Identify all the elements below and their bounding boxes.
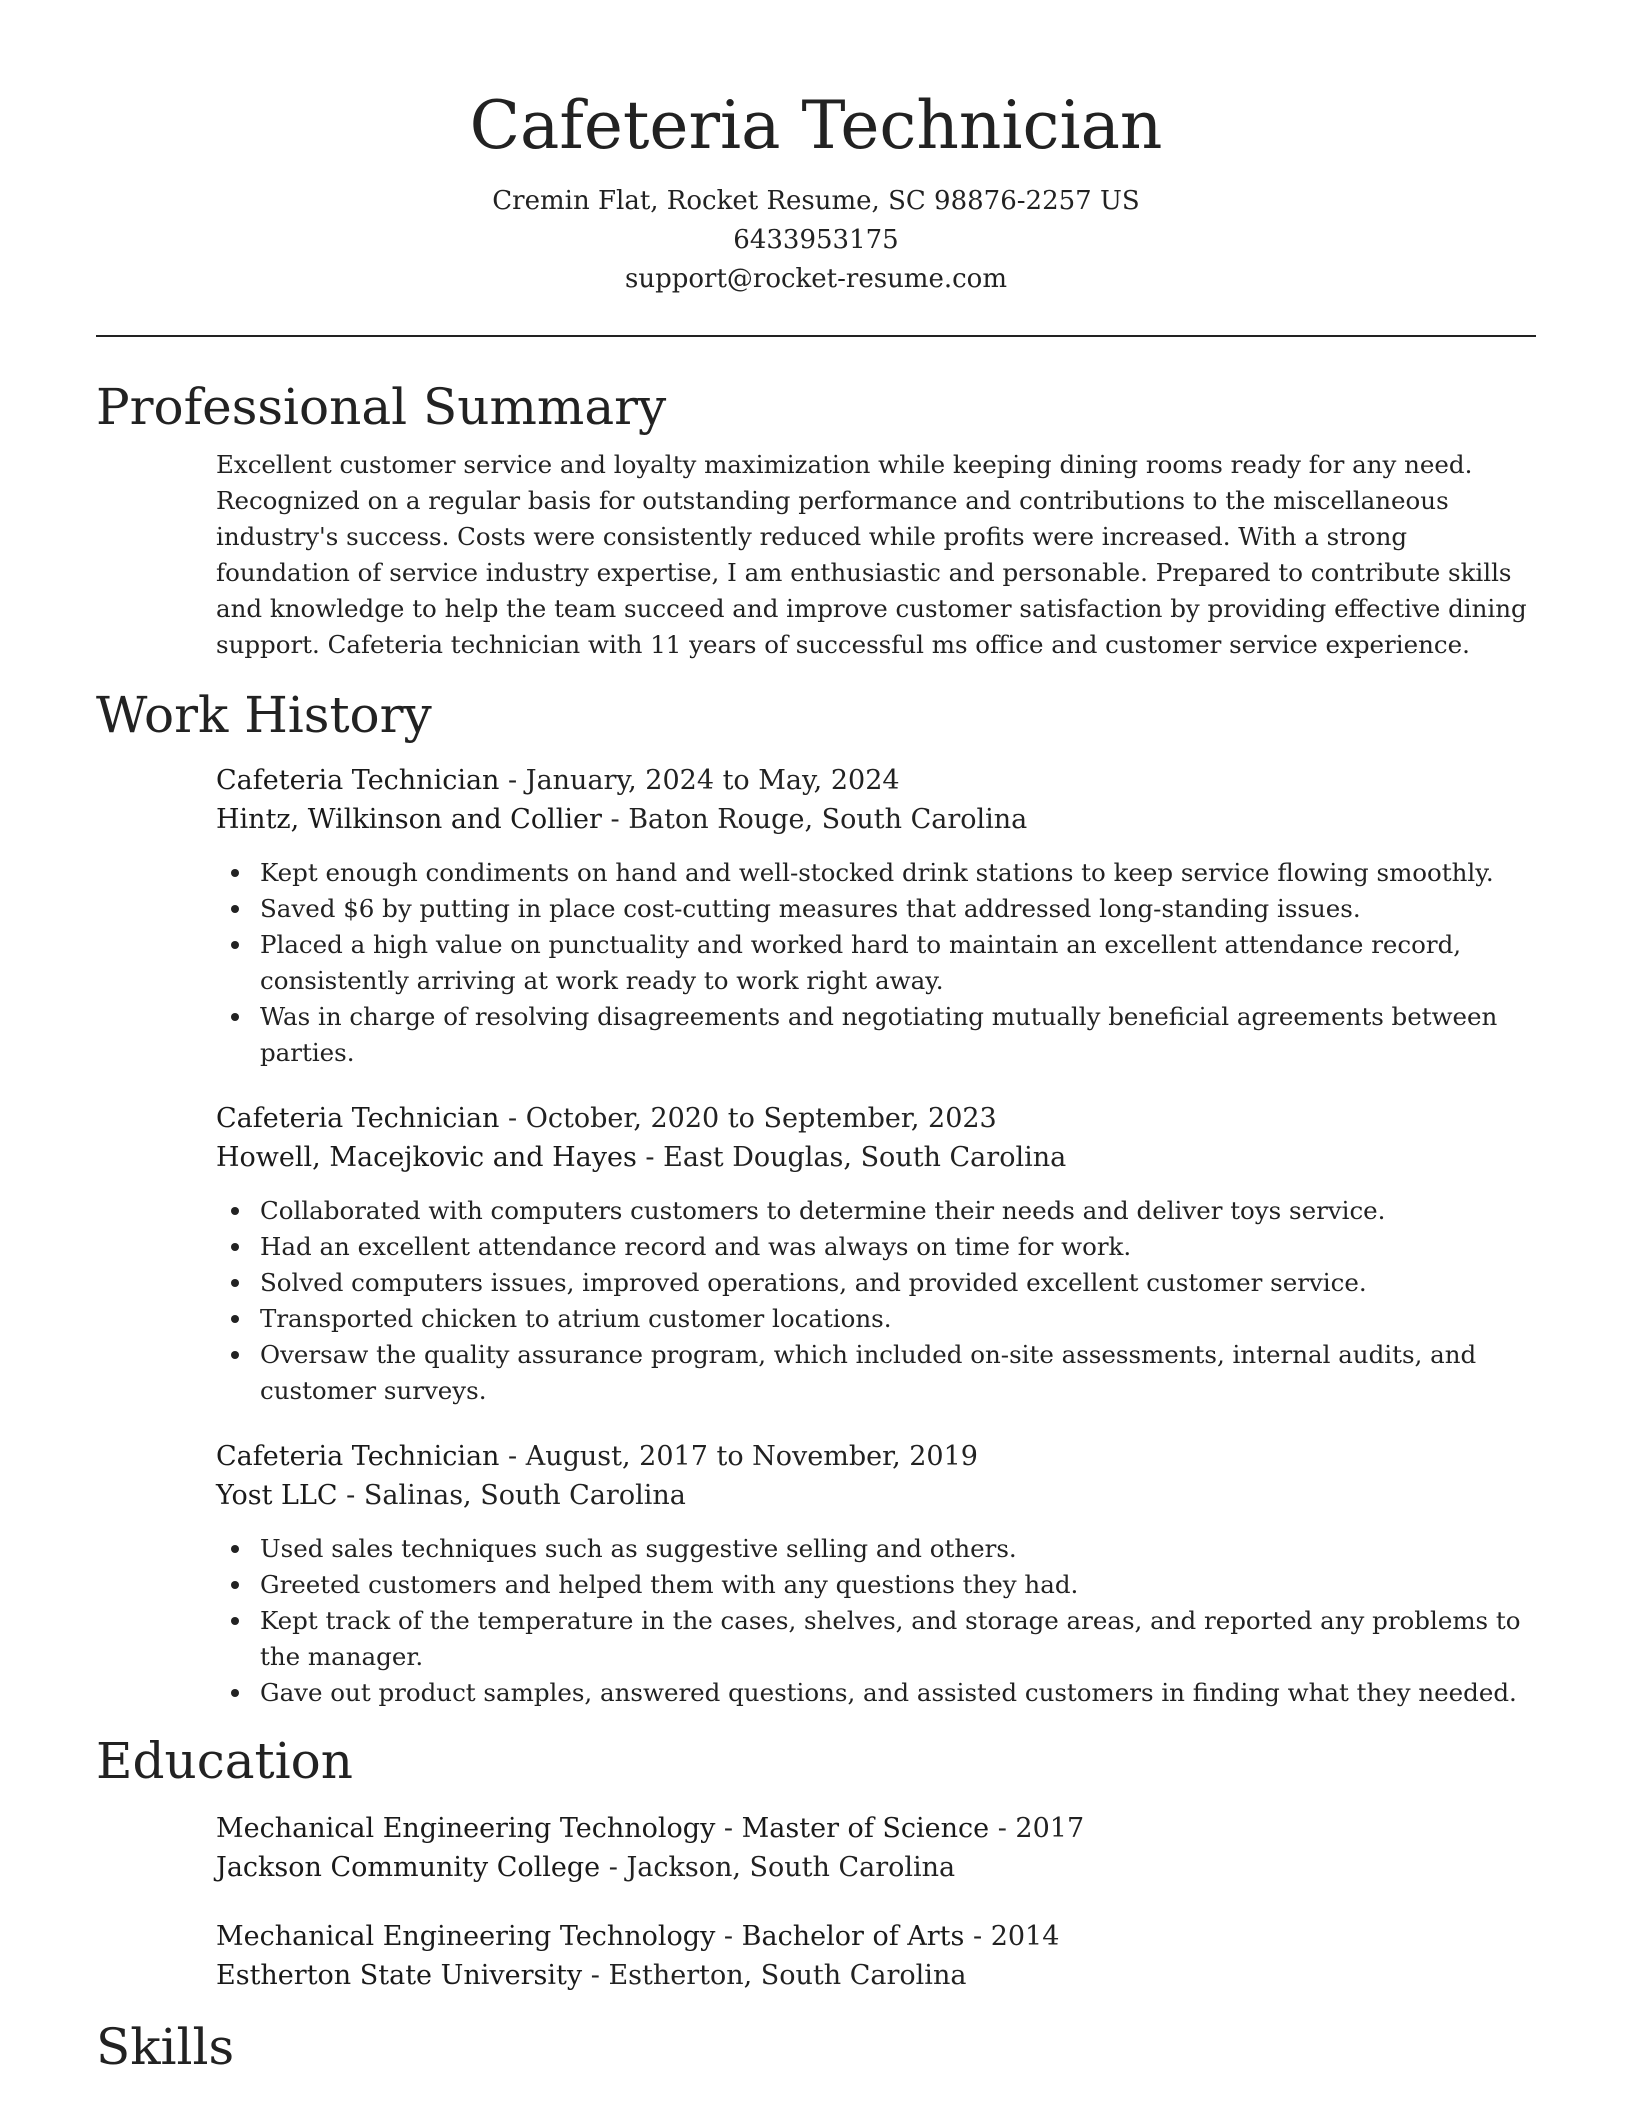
job-position: Cafeteria Technician bbox=[216, 1103, 500, 1134]
separator: - bbox=[964, 1921, 991, 1952]
education-location: Jackson, South Carolina bbox=[626, 1852, 956, 1883]
job-bullets bbox=[216, 855, 1536, 1071]
bullet-item: Kept track of the temperature in the cases, shelves, and storage areas, and reported any problems to the manager. bbox=[216, 1603, 1536, 1675]
job-title-line bbox=[216, 1437, 1536, 1476]
separator: - bbox=[600, 1852, 627, 1883]
job-position: Cafeteria Technician bbox=[216, 765, 500, 796]
separator: - bbox=[601, 804, 629, 835]
job-location: Salinas, South Carolina bbox=[363, 1480, 686, 1511]
job-dates: October, 2020 to September, 2023 bbox=[525, 1103, 997, 1134]
job-bullets bbox=[216, 1531, 1536, 1711]
separator: - bbox=[499, 1103, 526, 1134]
separator: - bbox=[636, 1142, 664, 1173]
bullet-item: Had an excellent attendance record and was always on time for work. bbox=[216, 1229, 1536, 1265]
job-position: Cafeteria Technician bbox=[216, 1441, 500, 1472]
work-history-heading: Work History bbox=[96, 686, 432, 744]
education-field: Mechanical Engineering Technology bbox=[216, 1813, 716, 1844]
separator: - bbox=[989, 1813, 1016, 1844]
job-title-line bbox=[216, 1099, 1536, 1138]
bullet-item: Gave out product samples, answered questions, and assisted customers in finding what they needed. bbox=[216, 1675, 1536, 1711]
summary-heading: Professional Summary bbox=[96, 378, 667, 436]
job-location: East Douglas, South Carolina bbox=[663, 1142, 1067, 1173]
education-school-line bbox=[216, 1848, 1536, 1887]
summary-text: Excellent customer service and loyalty maximization while keeping dining rooms ready for any need. Recognized on a regular basis for outstanding performance and contributions to the miscellaneous industry's success. Costs were consistently reduced while profits were increased. With a strong foundation of service industry expertise, I am enthusiastic and personable. Prepared to contribute skills and knowledge to help the team succeed and improve customer satisfaction by providing effective dining support. Cafeteria technician with 11 years of successful ms office and customer service experience. bbox=[216, 450, 1527, 659]
job-entry bbox=[216, 761, 1536, 1071]
education-school: Estherton State University bbox=[216, 1960, 583, 1991]
bullet-item: Placed a high value on punctuality and worked hard to maintain an excellent attendance record, consistently arriving at work ready to work right away. bbox=[216, 927, 1536, 999]
separator: - bbox=[499, 1441, 526, 1472]
separator: - bbox=[337, 1480, 364, 1511]
separator: - bbox=[715, 1813, 742, 1844]
bullet-item: Transported chicken to atrium customer locations. bbox=[216, 1301, 1536, 1337]
education-location: Estherton, South Carolina bbox=[608, 1960, 967, 1991]
education-year: 2017 bbox=[1015, 1813, 1085, 1844]
education-field: Mechanical Engineering Technology bbox=[216, 1921, 716, 1952]
education-entry bbox=[216, 1917, 1536, 1995]
skills-heading: Skills bbox=[96, 2018, 235, 2076]
education-year: 2014 bbox=[990, 1921, 1060, 1952]
job-company-line bbox=[216, 1138, 1536, 1177]
job-title-line bbox=[216, 761, 1536, 800]
job-bullets bbox=[216, 1193, 1536, 1409]
contact-block bbox=[96, 182, 1536, 299]
job-company: Howell, Macejkovic and Hayes bbox=[216, 1142, 637, 1173]
separator: - bbox=[582, 1960, 609, 1991]
bullet-item: Was in charge of resolving disagreements and negotiating mutually beneficial agreements between parties. bbox=[216, 999, 1536, 1071]
job-company: Yost LLC bbox=[216, 1480, 338, 1511]
bullet-item: Oversaw the quality assurance program, which included on-site assessments, internal audits, and customer surveys. bbox=[216, 1337, 1536, 1409]
education-degree: Master of Science bbox=[741, 1813, 990, 1844]
bullet-item: Kept enough condiments on hand and well-stocked drink stations to keep service flowing smoothly. bbox=[216, 855, 1536, 891]
resume-header bbox=[96, 0, 1536, 299]
bullet-item: Saved $6 by putting in place cost-cutting measures that addressed long-standing issues. bbox=[216, 891, 1536, 927]
job-entry bbox=[216, 1437, 1536, 1711]
separator: - bbox=[499, 765, 526, 796]
job-entry bbox=[216, 1099, 1536, 1409]
education-heading: Education bbox=[96, 1732, 353, 1790]
job-location: Baton Rouge, South Carolina bbox=[628, 804, 1028, 835]
separator: - bbox=[715, 1921, 742, 1952]
job-company: Hintz, Wilkinson and Collier bbox=[216, 804, 602, 835]
job-company-line bbox=[216, 800, 1536, 839]
candidate-name: Cafeteria Technician bbox=[469, 87, 1163, 164]
header-divider bbox=[96, 335, 1536, 337]
education-degree-line bbox=[216, 1809, 1536, 1848]
bullet-item: Used sales techniques such as suggestive selling and others. bbox=[216, 1531, 1536, 1567]
bullet-item: Solved computers issues, improved operations, and provided excellent customer service. bbox=[216, 1265, 1536, 1301]
contact-phone: 6433953175 bbox=[733, 225, 899, 255]
education-school: Jackson Community College bbox=[216, 1852, 601, 1883]
work-history-list bbox=[96, 761, 1536, 1711]
bullet-item: Greeted customers and helped them with any questions they had. bbox=[216, 1567, 1536, 1603]
education-degree: Bachelor of Arts bbox=[741, 1921, 965, 1952]
education-list bbox=[96, 1809, 1536, 1995]
education-entry bbox=[216, 1809, 1536, 1887]
job-dates: January, 2024 to May, 2024 bbox=[525, 765, 900, 796]
education-school-line bbox=[216, 1956, 1536, 1995]
education-degree-line bbox=[216, 1917, 1536, 1956]
contact-email: support@rocket-resume.com bbox=[624, 264, 1007, 294]
job-company-line bbox=[216, 1476, 1536, 1515]
bullet-item: Collaborated with computers customers to determine their needs and deliver toys service. bbox=[216, 1193, 1536, 1229]
job-dates: August, 2017 to November, 2019 bbox=[525, 1441, 978, 1472]
contact-address: Cremin Flat, Rocket Resume, SC 98876-2257 US bbox=[492, 186, 1140, 216]
resume-page bbox=[96, 0, 1536, 2077]
